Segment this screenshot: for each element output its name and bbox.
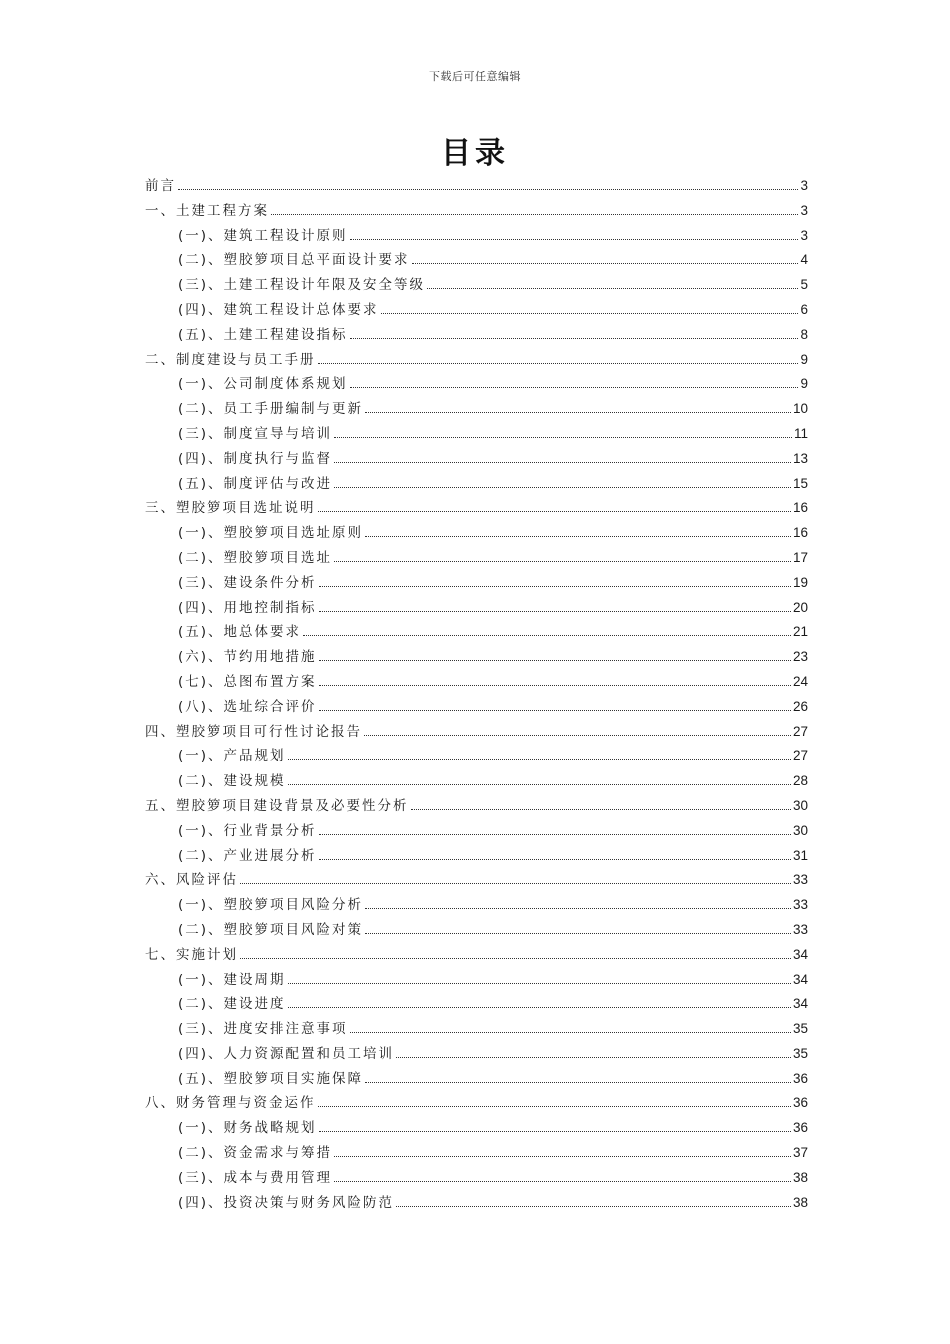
toc-section-entry[interactable] — [145, 174, 808, 199]
toc-entry-page-number: 11 — [793, 425, 808, 441]
toc-entry-label: (四)、制度执行与监督 — [178, 450, 333, 467]
toc-entry-label: (三)、土建工程设计年限及安全等级 — [178, 277, 426, 294]
toc-entry-label: 七、实施计划 — [145, 946, 238, 963]
toc-section-entry[interactable] — [145, 1091, 808, 1116]
toc-entry-page-number: 8 — [800, 326, 808, 342]
toc-dot-leader — [318, 511, 791, 512]
toc-entry-page-number: 20 — [792, 599, 808, 615]
toc-dot-leader — [427, 288, 798, 289]
toc-dot-leader — [319, 834, 791, 835]
toc-entry-page-number: 3 — [800, 227, 808, 243]
toc-entry-page-number: 6 — [800, 301, 808, 317]
toc-entry-label: (三)、制度宣导与培训 — [178, 425, 333, 442]
toc-subsection-entry[interactable] — [145, 224, 808, 249]
toc-subsection-entry[interactable] — [145, 620, 808, 645]
toc-entry-page-number: 16 — [792, 500, 808, 516]
toc-entry-page-number: 33 — [792, 897, 808, 913]
toc-entry-label: (二)、塑胶箩项目风险对策 — [178, 921, 364, 938]
toc-entry-page-number: 31 — [792, 847, 808, 863]
toc-subsection-entry[interactable] — [145, 670, 808, 695]
toc-entry-label: (四)、用地控制指标 — [178, 599, 317, 616]
toc-subsection-entry[interactable] — [145, 1116, 808, 1141]
toc-dot-leader — [365, 933, 791, 934]
toc-subsection-entry[interactable] — [145, 893, 808, 918]
toc-subsection-entry[interactable] — [145, 596, 808, 621]
toc-entry-label: 八、财务管理与资金运作 — [145, 1095, 316, 1112]
toc-entry-label: (四)、投资决策与财务风险防范 — [178, 1194, 395, 1211]
toc-entry-label: (二)、塑胶箩项目总平面设计要求 — [178, 252, 410, 269]
toc-subsection-entry[interactable] — [145, 844, 808, 869]
toc-entry-label: (五)、土建工程建设指标 — [178, 326, 348, 343]
toc-entry-label: 三、塑胶箩项目选址说明 — [145, 500, 316, 517]
toc-section-entry[interactable] — [145, 496, 808, 521]
toc-entry-page-number: 26 — [792, 698, 808, 714]
toc-entry-page-number: 38 — [792, 1194, 808, 1210]
toc-entry-page-number: 33 — [792, 921, 808, 937]
toc-subsection-entry[interactable] — [145, 298, 808, 323]
toc-dot-leader — [288, 983, 791, 984]
toc-entry-page-number: 27 — [792, 748, 808, 764]
toc-dot-leader — [318, 363, 799, 364]
toc-entry-label: 五、塑胶箩项目建设背景及必要性分析 — [145, 797, 409, 814]
toc-entry-label: (一)、产品规划 — [178, 748, 286, 765]
toc-dot-leader — [240, 883, 791, 884]
toc-entry-page-number: 19 — [792, 574, 808, 590]
toc-dot-leader — [350, 239, 799, 240]
toc-dot-leader — [178, 189, 798, 190]
toc-subsection-entry[interactable] — [145, 248, 808, 273]
toc-entry-page-number: 24 — [792, 673, 808, 689]
toc-dot-leader — [396, 1206, 791, 1207]
toc-dot-leader — [240, 958, 791, 959]
toc-entry-page-number: 16 — [792, 525, 808, 541]
toc-dot-leader — [334, 1181, 791, 1182]
toc-subsection-entry[interactable] — [145, 1166, 808, 1191]
toc-entry-label: 四、塑胶箩项目可行性讨论报告 — [145, 723, 362, 740]
toc-entry-page-number: 10 — [792, 401, 808, 417]
toc-entry-page-number: 4 — [800, 252, 808, 268]
toc-entry-page-number: 3 — [800, 202, 808, 218]
toc-entry-label: (一)、财务战略规划 — [178, 1120, 317, 1137]
toc-subsection-entry[interactable] — [145, 372, 808, 397]
toc-entry-page-number: 30 — [792, 822, 808, 838]
toc-subsection-entry[interactable] — [145, 695, 808, 720]
toc-dot-leader — [334, 437, 792, 438]
toc-entry-label: (二)、资金需求与筹措 — [178, 1145, 333, 1162]
toc-subsection-entry[interactable] — [145, 918, 808, 943]
toc-entry-label: (二)、产业进展分析 — [178, 847, 317, 864]
toc-entry-label: 前言 — [145, 178, 176, 194]
toc-subsection-entry[interactable] — [145, 521, 808, 546]
toc-title: 目录 — [441, 136, 509, 171]
toc-entry-label: (四)、人力资源配置和员工培训 — [178, 1045, 395, 1062]
toc-entry-page-number: 30 — [792, 797, 808, 813]
toc-entry-page-number: 28 — [792, 773, 808, 789]
toc-dot-leader — [319, 859, 791, 860]
toc-subsection-entry[interactable] — [145, 744, 808, 769]
toc-entry-label: (二)、塑胶箩项目选址 — [178, 549, 333, 566]
toc-subsection-entry[interactable] — [145, 422, 808, 447]
toc-entry-page-number: 36 — [792, 1095, 808, 1111]
toc-entry-label: (三)、建设条件分析 — [178, 574, 317, 591]
toc-entry-page-number: 34 — [792, 996, 808, 1012]
toc-subsection-entry[interactable] — [145, 323, 808, 348]
toc-dot-leader — [365, 1082, 791, 1083]
toc-entry-label: (二)、建设进度 — [178, 996, 286, 1013]
toc-entry-label: (三)、成本与费用管理 — [178, 1169, 333, 1186]
toc-list — [145, 174, 808, 1215]
toc-dot-leader — [288, 1007, 791, 1008]
toc-entry-page-number: 23 — [792, 649, 808, 665]
toc-subsection-entry[interactable] — [145, 1191, 808, 1216]
toc-dot-leader — [365, 908, 791, 909]
toc-entry-label: (三)、进度安排注意事项 — [178, 1021, 348, 1038]
toc-section-entry[interactable] — [145, 720, 808, 745]
toc-entry-label: (五)、塑胶箩项目实施保障 — [178, 1070, 364, 1087]
toc-entry-label: (一)、公司制度体系规划 — [178, 376, 348, 393]
toc-dot-leader — [350, 387, 799, 388]
toc-entry-page-number: 17 — [792, 549, 808, 565]
toc-entry-label: (五)、制度评估与改进 — [178, 475, 333, 492]
toc-subsection-entry[interactable] — [145, 1067, 808, 1092]
toc-entry-page-number: 37 — [792, 1145, 808, 1161]
toc-subsection-entry[interactable] — [145, 1042, 808, 1067]
toc-entry-page-number: 36 — [792, 1120, 808, 1136]
toc-subsection-entry[interactable] — [145, 645, 808, 670]
toc-entry-page-number: 13 — [792, 450, 808, 466]
toc-section-entry[interactable] — [145, 348, 808, 373]
toc-entry-label: (四)、建筑工程设计总体要求 — [178, 301, 379, 318]
toc-dot-leader — [364, 735, 791, 736]
toc-dot-leader — [381, 313, 799, 314]
toc-subsection-entry[interactable] — [145, 472, 808, 497]
toc-dot-leader — [319, 710, 791, 711]
toc-dot-leader — [319, 685, 791, 686]
toc-dot-leader — [288, 784, 791, 785]
toc-entry-page-number: 34 — [792, 971, 808, 987]
toc-dot-leader — [303, 635, 791, 636]
toc-dot-leader — [319, 1131, 791, 1132]
toc-dot-leader — [365, 412, 791, 413]
toc-entry-page-number: 33 — [792, 872, 808, 888]
toc-dot-leader — [350, 1032, 791, 1033]
toc-entry-label: (一)、塑胶箩项目选址原则 — [178, 525, 364, 542]
toc-dot-leader — [334, 1156, 791, 1157]
toc-entry-page-number: 36 — [792, 1070, 808, 1086]
toc-subsection-entry[interactable] — [145, 992, 808, 1017]
toc-section-entry[interactable] — [145, 868, 808, 893]
toc-dot-leader — [271, 214, 798, 215]
toc-subsection-entry[interactable] — [145, 1141, 808, 1166]
header-note: 下载后可任意编辑 — [429, 70, 521, 83]
toc-entry-label: (一)、塑胶箩项目风险分析 — [178, 897, 364, 914]
toc-dot-leader — [412, 263, 799, 264]
toc-entry-label: (一)、行业背景分析 — [178, 822, 317, 839]
toc-subsection-entry[interactable] — [145, 397, 808, 422]
toc-subsection-entry[interactable] — [145, 571, 808, 596]
toc-entry-page-number: 35 — [792, 1045, 808, 1061]
toc-dot-leader — [318, 1106, 791, 1107]
toc-dot-leader — [396, 1057, 791, 1058]
toc-section-entry[interactable] — [145, 199, 808, 224]
toc-entry-page-number: 5 — [800, 277, 808, 293]
toc-section-entry[interactable] — [145, 943, 808, 968]
toc-subsection-entry[interactable] — [145, 1017, 808, 1042]
toc-entry-page-number: 35 — [792, 1021, 808, 1037]
toc-subsection-entry[interactable] — [145, 546, 808, 571]
toc-entry-page-number: 21 — [792, 624, 808, 640]
toc-section-entry[interactable] — [145, 794, 808, 819]
toc-entry-label: (六)、节约用地措施 — [178, 649, 317, 666]
toc-entry-label: 六、风险评估 — [145, 872, 238, 889]
toc-entry-label: 二、制度建设与员工手册 — [145, 351, 316, 368]
toc-dot-leader — [365, 536, 791, 537]
toc-subsection-entry[interactable] — [145, 447, 808, 472]
toc-dot-leader — [319, 660, 791, 661]
toc-entry-label: (八)、选址综合评价 — [178, 698, 317, 715]
toc-entry-page-number: 15 — [792, 475, 808, 491]
toc-entry-label: (七)、总图布置方案 — [178, 673, 317, 690]
toc-entry-page-number: 3 — [800, 178, 808, 193]
toc-entry-label: (二)、员工手册编制与更新 — [178, 401, 364, 418]
toc-subsection-entry[interactable] — [145, 769, 808, 794]
toc-entry-page-number: 27 — [792, 723, 808, 739]
toc-entry-page-number: 38 — [792, 1169, 808, 1185]
toc-dot-leader — [334, 561, 791, 562]
toc-entry-label: (二)、建设规模 — [178, 773, 286, 790]
toc-dot-leader — [334, 462, 791, 463]
toc-dot-leader — [334, 487, 791, 488]
toc-entry-label: 一、土建工程方案 — [145, 202, 269, 219]
toc-subsection-entry[interactable] — [145, 273, 808, 298]
toc-subsection-entry[interactable] — [145, 968, 808, 993]
toc-dot-leader — [288, 759, 791, 760]
toc-entry-label: (一)、建筑工程设计原则 — [178, 227, 348, 244]
toc-entry-label: (一)、建设周期 — [178, 971, 286, 988]
toc-dot-leader — [350, 338, 799, 339]
toc-subsection-entry[interactable] — [145, 819, 808, 844]
toc-entry-page-number: 9 — [800, 376, 808, 392]
toc-dot-leader — [411, 809, 791, 810]
toc-entry-page-number: 34 — [792, 946, 808, 962]
toc-dot-leader — [319, 586, 791, 587]
toc-entry-label: (五)、地总体要求 — [178, 624, 302, 641]
toc-dot-leader — [319, 611, 791, 612]
toc-entry-page-number: 9 — [800, 351, 808, 367]
